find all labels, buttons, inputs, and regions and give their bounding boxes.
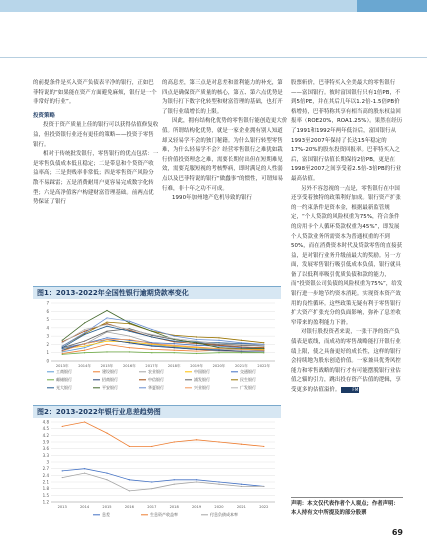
y-tick-label: 3 <box>46 333 49 339</box>
x-tick-label: 2015 <box>102 505 112 509</box>
data-point <box>62 350 63 351</box>
data-point <box>174 441 175 442</box>
page-number: 69 <box>391 528 403 537</box>
data-point <box>263 348 264 349</box>
y-tick-label: 4.2 <box>42 432 49 438</box>
paragraph: 1990年加州地产危机导致的银行 <box>172 195 253 202</box>
x-tick-label: 2017年 <box>145 364 159 368</box>
text-column-2 <box>162 79 288 204</box>
header-tag <box>357 0 427 12</box>
legend-label: 交通银行 <box>240 369 256 374</box>
data-point <box>129 321 130 322</box>
declaration: 声明：本文仅代表作者个人观点；作者声明：本人持有文中所提及的部分股票 <box>291 501 399 516</box>
data-point <box>129 322 130 323</box>
data-point <box>84 334 85 335</box>
legend-label: 中国银行 <box>194 369 210 374</box>
data-point <box>174 352 175 353</box>
data-point <box>84 341 85 342</box>
data-point <box>218 481 219 482</box>
paragraph: 的前提条件是买入资产负债表平净的银行，正如巴菲特说的“如果能在资产方面避免麻烦，银行是一个非常好的行业”。 <box>33 80 157 106</box>
series-line <box>62 469 264 487</box>
y-tick-label: 2.4 <box>42 472 49 478</box>
data-point <box>218 352 219 353</box>
y-tick-label: 3.3 <box>42 452 49 458</box>
data-point <box>151 336 152 337</box>
data-point <box>84 343 85 344</box>
data-point <box>151 334 152 335</box>
y-tick-label: 0 <box>46 358 49 364</box>
figure-2 <box>33 405 281 523</box>
data-point <box>62 477 63 478</box>
legend-label: 农业银行 <box>148 369 164 374</box>
y-tick-label: 3 <box>46 459 49 465</box>
data-point <box>263 446 264 447</box>
x-tick-label: 2013 <box>57 505 67 509</box>
x-tick-label: 2016 <box>124 505 134 509</box>
data-point <box>129 347 130 348</box>
data-point <box>218 348 219 349</box>
data-point <box>241 342 242 343</box>
data-point <box>84 347 85 348</box>
data-point <box>196 336 197 337</box>
data-point <box>196 350 197 351</box>
legend-label: 兴业银行 <box>194 385 210 390</box>
data-point <box>218 337 219 338</box>
x-tick-label: 2013年 <box>55 364 69 368</box>
x-tick-label: 2019 <box>192 505 202 509</box>
data-point <box>106 351 107 352</box>
data-point <box>196 339 197 340</box>
data-point <box>241 444 242 445</box>
x-tick-label: 2018年 <box>167 364 181 368</box>
legend-label: 中信银行 <box>148 377 164 382</box>
y-tick-label: 4.8 <box>42 419 49 425</box>
x-tick-label: 2020 <box>214 505 224 509</box>
data-point <box>129 329 130 330</box>
x-tick-label: 2022年 <box>257 364 271 368</box>
data-point <box>62 470 63 471</box>
data-point <box>151 481 152 482</box>
y-tick-label: 7 <box>46 300 49 306</box>
data-point <box>129 490 130 491</box>
data-point <box>106 331 107 332</box>
data-point <box>84 473 85 474</box>
data-point <box>84 352 85 353</box>
data-point <box>151 345 152 346</box>
data-point <box>151 488 152 489</box>
data-point <box>129 351 130 352</box>
legend-label: 生息资产收益率 <box>150 512 178 517</box>
legend-label: 邮储银行 <box>56 377 72 382</box>
figure-2-chart <box>33 418 281 524</box>
data-point <box>151 343 152 344</box>
legend-label: 付息负债成本率 <box>210 512 238 517</box>
data-point <box>218 441 219 442</box>
data-point <box>174 350 175 351</box>
data-point <box>84 329 85 330</box>
figure-2-title: 图2：2013-2022年银行业息差趋势图 <box>33 405 281 418</box>
data-point <box>129 479 130 480</box>
data-point <box>196 341 197 342</box>
data-point <box>84 468 85 469</box>
y-tick-label: 3.9 <box>42 439 49 445</box>
paragraph <box>291 328 403 395</box>
data-point <box>151 331 152 332</box>
x-tick-label: 2019年 <box>190 364 203 368</box>
data-point <box>62 354 63 355</box>
x-tick-label: 2021 <box>236 505 246 509</box>
section-title: 投资策略 <box>33 112 55 119</box>
x-tick-label: 2022 <box>259 505 269 509</box>
legend-label: 招商银行 <box>102 377 118 382</box>
data-point <box>174 341 175 342</box>
data-point <box>241 344 242 345</box>
data-point <box>174 484 175 485</box>
legend-label: 工商银行 <box>56 369 72 374</box>
x-tick-label: 2017 <box>147 505 157 509</box>
data-point <box>62 426 63 427</box>
legend-label: 广发银行 <box>240 385 256 390</box>
data-point <box>241 486 242 487</box>
data-point <box>151 349 152 350</box>
data-point <box>196 439 197 440</box>
paragraph: 另外不容忽视的一点是，零售银行在中国还享受着独特的政策利好加成。银行资产扩张的一约束条件是资本金，根据最新监管规定，“个人贷款的风险权重为75%，符合条件的房用卡个人循环贷款权重为45%”，即发展个人贷款业务所需资本为普通权重的不到50%，而在消费资本时代及贷款零售的直接获益，是对银行业务升级前最大的奖励。另一方面，发展零售银行吸引低成本负债，银行就具备了以低利率吸引优质负债和款的能力，而“投资银公司负债的风险权重为75%”，给发银行进一步地节约资本消耗。实现资本资产效用的良性循环。这些政策无疑有利于零售银行扩大资产扩张充分的负面影响，弥补了息差收窄带来的盈利能力下滑。 <box>291 185 403 326</box>
data-point <box>218 340 219 341</box>
paragraph: 的高息差，第三点是对息差和盈利能力的补充，第四点是确保资产质量的核心，第五、第六点优势是为银行打下数字化转型和财富管理的基础，也打开了银行业绩增长的上限。 <box>162 80 283 115</box>
data-point <box>129 446 130 447</box>
y-tick-label: 2.7 <box>42 466 49 472</box>
data-point <box>174 347 175 348</box>
y-tick-label: 3.6 <box>42 446 49 452</box>
data-point <box>106 473 107 474</box>
text-column-1 <box>33 79 159 208</box>
data-point <box>106 317 107 318</box>
data-point <box>174 338 175 339</box>
y-tick-label: 1.2 <box>42 499 49 505</box>
legend-label: 平安银行 <box>102 385 118 390</box>
data-point <box>62 345 63 346</box>
data-point <box>174 343 175 344</box>
text-column-3 <box>291 79 403 396</box>
data-point <box>241 484 242 485</box>
data-point <box>241 340 242 341</box>
data-point <box>263 486 264 487</box>
legend-label: 建设银行 <box>102 369 118 374</box>
y-tick-label: 4 <box>46 325 49 331</box>
y-tick-label: 5 <box>46 317 49 323</box>
data-point <box>84 322 85 323</box>
data-point <box>84 331 85 332</box>
legend-label: 息差 <box>102 512 110 517</box>
y-tick-label: 1 <box>46 350 49 356</box>
data-point <box>174 336 175 337</box>
legend-label: 民生银行 <box>240 377 256 382</box>
header-divider <box>0 57 427 58</box>
data-point <box>151 329 152 330</box>
data-point <box>84 332 85 333</box>
legend-label: 浦发银行 <box>194 377 210 382</box>
data-point <box>196 479 197 480</box>
paragraph: 投资于资产质量上佳的银行可以获得估值修复收益，但投资银行业还有更佳的策略——投资于零售银行。 <box>33 122 159 148</box>
data-point <box>218 484 219 485</box>
data-point <box>241 352 242 353</box>
data-point <box>84 350 85 351</box>
data-point <box>196 481 197 482</box>
data-point <box>263 350 264 351</box>
figure-1-chart <box>33 299 281 401</box>
data-point <box>263 345 264 346</box>
data-point <box>241 346 242 347</box>
data-point <box>106 341 107 342</box>
data-point <box>218 350 219 351</box>
y-tick-label: 4.5 <box>42 426 49 432</box>
x-tick-label: 2014年 <box>78 364 91 368</box>
data-point <box>106 321 107 322</box>
data-point <box>151 446 152 447</box>
legend-label: 光大银行 <box>56 385 72 390</box>
series-line <box>62 352 264 355</box>
figure-1-title: 图1：2013-2022年全国性银行逾期贷款率变化 <box>33 286 281 299</box>
y-tick-label: 1.8 <box>42 486 49 492</box>
x-tick-label: 2014 <box>80 505 90 509</box>
data-point <box>62 347 63 348</box>
paragraph: 相对于传统批发银行，零售银行的优点包括：一是零售负债成本低且稳定；二是带息和个贷资产收益率高；三是贵贱率非常低；四是零售资产风险分散不易踩雷；五是消费耐用户更容易完成数字化转型；六是高净值客户构建财富管理基础。前两点优势保证了银行 <box>33 151 159 206</box>
data-point <box>62 340 63 341</box>
data-point <box>241 350 242 351</box>
data-point <box>129 339 130 340</box>
paragraph: 股票斩价，巴菲特买入全美最大的零售银行——富国银行。彼时富国银行只有1倍PB，不到5倍PE，并在其后几年以1.2倍-1.5倍PB价格增持，巴菲特称其享有相当高的股东权益回报率（ROE20%，ROA1.25%）。果然在经历了1991和1992年两年低谷后，富国银行从1993至2007年保持了长达15年稳定的17%-20%的股东投资回报率。巴菲特买入之后，富国银行估值长期保持2倍PB，更是在1998至2007之间享受着2.5倍-3倍PB的行业最高估值。 <box>291 80 403 182</box>
legend-label: 华夏银行 <box>148 385 164 390</box>
declaration-divider <box>291 497 403 498</box>
data-point <box>263 342 264 343</box>
paragraph: 因此，拥有结构化优势的零售银行能创造更大价值。所谓结构化优势，就是一家企业拥有别人知道却又轻易学不会的独门秘籍。为什么银行转型零售难，为什么轻易学不会？经营零售银行之难犹如栽行价值投资理念之难，需要长期付出但在短期难见效，需要克服短视的考核弊病，即时满足的人性弱点以及巴菲特说的银行“做蠢事”的惯性，可谓知易行难，非十年之功不可成。 <box>162 118 288 192</box>
data-point <box>263 352 264 353</box>
paragraph-text: 对银行股投资者来说，一张干净的资产负债表是底线，而成功的零售战略能打开银行业绩上限，使之具备更好的成长性，这样的银行会持续地为股东创造价值。一家兼具优秀风控能力和零售战略的银行才有可能摆脱银行业估值之辎的引力，跳出投存资产估值的逻辑，享受更多的估值溢价。 <box>291 329 401 393</box>
data-point <box>196 342 197 343</box>
data-point <box>106 344 107 345</box>
data-point <box>174 345 175 346</box>
end-mark-badge: FM <box>341 387 359 393</box>
x-tick-label: 2021年 <box>235 364 248 368</box>
data-point <box>106 324 107 325</box>
data-point <box>106 339 107 340</box>
y-tick-label: 1.5 <box>42 492 49 498</box>
data-point <box>151 352 152 353</box>
data-point <box>84 345 85 346</box>
x-tick-label: 2018 <box>169 505 179 509</box>
data-point <box>196 353 197 354</box>
x-tick-label: 2020年 <box>212 364 226 368</box>
data-point <box>106 479 107 480</box>
data-point <box>129 342 130 343</box>
series-line <box>62 422 264 446</box>
data-point <box>218 343 219 344</box>
data-point <box>84 421 85 422</box>
x-tick-label: 2015年 <box>100 364 114 368</box>
data-point <box>129 331 130 332</box>
data-point <box>196 345 197 346</box>
data-point <box>174 479 175 480</box>
data-point <box>129 336 130 337</box>
y-tick-label: 2 <box>46 341 49 347</box>
figure-1 <box>33 286 281 400</box>
data-point <box>196 349 197 350</box>
y-tick-label: 2.1 <box>42 479 49 485</box>
data-point <box>106 433 107 434</box>
data-point <box>62 342 63 343</box>
y-tick-label: 6 <box>46 308 49 314</box>
x-tick-label: 2016年 <box>123 364 136 368</box>
data-point <box>106 326 107 327</box>
data-point <box>241 349 242 350</box>
data-point <box>106 310 107 311</box>
data-point <box>196 346 197 347</box>
data-point <box>106 337 107 338</box>
